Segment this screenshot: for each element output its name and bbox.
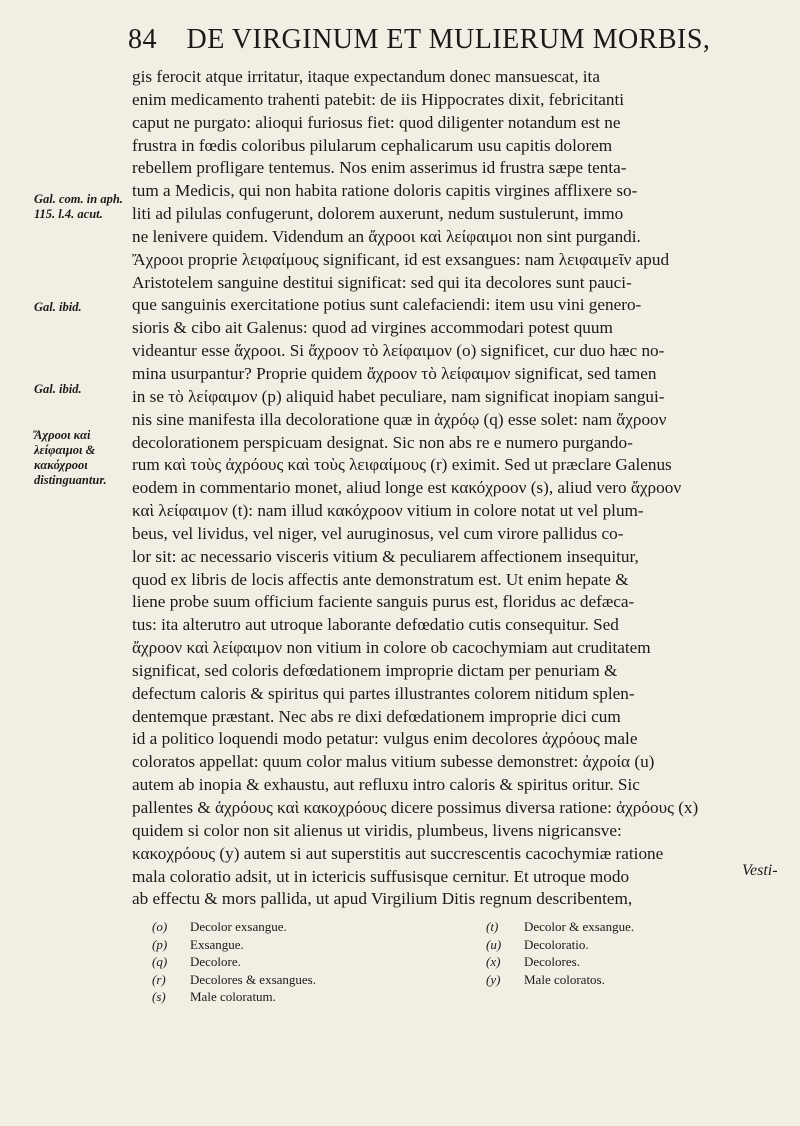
- body-line: que sanguinis exercitatione potius sunt calefaciendi: item usu vini genero-: [132, 295, 642, 315]
- body-line: quidem si color non sit alienus ut viridis, plumbeus, livens nigricansve:: [132, 820, 622, 840]
- footnote-mark: (p): [152, 936, 168, 952]
- body-line: mina usurpantur? Proprie quidem ἄχροον τὸ λείφαιμον significat, sed tamen: [132, 363, 657, 383]
- footnote-text: Exsangue.: [190, 936, 244, 952]
- margin-note-3: Gal. ibid.: [34, 382, 82, 396]
- body-line: pallentes & ἀχρόους καὶ κακοχρόους dicere possimus diversa ratione: ἀχρόους (x): [132, 798, 699, 817]
- footnote-item: [152, 988, 316, 1006]
- body-text: [132, 66, 774, 911]
- footnote-text: Decolores.: [524, 954, 580, 969]
- catchword: Vesti-: [742, 862, 778, 879]
- body-line: lor sit: ac necessario visceris vitium & peculiarem affectionem insequitur,: [132, 546, 639, 566]
- body-line: rum καὶ τοὺς ἀχρόους καὶ τοὺς λειφαίμους (r) eximit. Sed ut præclare Galenus: [132, 455, 672, 475]
- body-line: significat, sed coloris defœdationem improprie dictam per penuriam &: [132, 660, 618, 680]
- margin-note-2: Gal. ibid.: [34, 300, 82, 314]
- body-line: tum a Medicis, qui non habita ratione doloris capitis virgines afflixere so-: [132, 181, 638, 201]
- footnote-text: Decolor exsangue.: [190, 919, 287, 934]
- body-line: Ἄχροοι proprie λειφαίμους significant, id est exsangues: nam λειφαιμεῖν apud: [132, 249, 670, 269]
- footnote-text: Decolore.: [190, 954, 241, 969]
- body-line: frustra in fœdis coloribus pilularum cephalicarum usu capitis dolorem: [132, 135, 613, 155]
- body-line: mala coloratio adsit, ut in ictericis suffusisque cernitur. Et utroque modo: [132, 866, 630, 886]
- body-line: ἄχροον καὶ λείφαιμον non vitium in colore ob cacochymiam aut cruditatem: [132, 638, 651, 658]
- body-line: tus: ita alterutro aut utroque laborante defœdatio cutis consequitur. Sed: [132, 615, 619, 635]
- body-line: καὶ λείφαιμον (t): nam illud κακόχροον vitium in colore notat ut vel plum-: [132, 501, 644, 521]
- footnote-item: [486, 936, 634, 954]
- footnote-mark: (t): [486, 919, 499, 934]
- footnote-item: [152, 936, 316, 954]
- footnote-mark: (u): [486, 936, 502, 952]
- footnote-text: Decoloratio.: [524, 936, 589, 952]
- body-line: coloratos appellat: quum color malus vitium subesse demonstret: ἀχροία (u): [132, 752, 655, 772]
- footnote-mark: (x): [486, 954, 501, 969]
- body-line: enim medicamento trahenti patebit: de iis Hippocrates dixit, febricitanti: [132, 89, 625, 109]
- body-line: id a politico loquendi modo petatur: vulgus enim decolores ἀχρόους male: [132, 729, 638, 749]
- body-line: eodem in commentario monet, aliud longe est κακόχροον (s), aliud vero ἄχροον: [132, 478, 682, 498]
- footnote-item: [152, 953, 316, 971]
- body-line: dentemque præstant. Nec abs re dixi defœdationem improprie dici cum: [132, 706, 621, 726]
- footnote-text: Decolor & exsangue.: [524, 919, 635, 934]
- footnote-item: [152, 971, 316, 989]
- footnote-mark: (o): [152, 919, 168, 934]
- footnote-text: Decolores & exsangues.: [190, 971, 316, 987]
- footnotes-left-column: [152, 918, 316, 1006]
- body-line: videantur esse ἄχροοι. Si ἄχροον τὸ λείφαιμον (o) significet, cur duo hæc no-: [132, 341, 665, 361]
- footnotes-right-column: [486, 918, 634, 988]
- body-line: liti ad pilulas confugerunt, dolorem auxerunt, nedum sustulerunt, immo: [132, 204, 624, 224]
- body-line: caput ne purgato: alioqui furiosus fiet: quod diligenter notandum est ne: [132, 112, 621, 132]
- body-line: quod ex libris de locis affectis ante demonstratum est. Ut enim hepate &: [132, 569, 629, 589]
- body-line: sioris & cibo ait Galenus: quod ad virgines accommodari potest quum: [132, 318, 613, 338]
- footnote-text: Male coloratos.: [524, 971, 605, 987]
- footnote-item: [152, 918, 316, 936]
- footnote-mark: (s): [152, 989, 166, 1004]
- footnote-item: [486, 953, 634, 971]
- body-line: κακοχρόους (y) autem si aut superstitis aut succrescentis cacochymiæ ratione: [132, 843, 664, 863]
- body-line: Aristotelem sanguine destitui significat: sed qui ita decolores sunt pauci-: [132, 272, 632, 292]
- footnote-item: [486, 918, 634, 936]
- body-line: defectum caloris & spiritus qui partes illustrantes colorem nitidum splen-: [132, 683, 635, 703]
- margin-note-1: Gal. com. in aph. 115. l.4. acut.: [34, 192, 123, 221]
- footnote-text: Male coloratum.: [190, 989, 276, 1004]
- body-line: liene probe suum officium faciente sanguis purus est, floridus ac defæca-: [132, 592, 635, 612]
- running-title: DE VIRGINUM ET MULIERUM MORBIS,: [186, 24, 711, 55]
- footnote-mark: (r): [152, 971, 166, 987]
- footnote-mark: (y): [486, 971, 501, 987]
- body-line: gis ferocit atque irritatur, itaque expectandum donec mansuescat, ita: [132, 67, 600, 86]
- footnote-item: [486, 971, 634, 989]
- body-line: rebellem profligare tentemus. Nos enim asserimus id frustra sæpe tenta-: [132, 158, 627, 178]
- body-line: in se τὸ λείφαιμον (p) aliquid habet peculiare, nam significat inopiam sangui-: [132, 386, 665, 406]
- footnote-mark: (q): [152, 954, 168, 969]
- body-line: autem ab inopia & exhaustu, aut refluxu intro caloris & spiritus oritur. Sic: [132, 775, 640, 795]
- body-line: ab effectu & mors pallida, ut apud Virgilium Ditis regnum describentem,: [132, 889, 633, 909]
- body-line: nis sine manifesta illa decoloratione quæ in ἀχρόῳ (q) esse solet: nam ἄχροον: [132, 409, 667, 429]
- body-line: decolorationem perspicuam designat. Sic non abs re e numero purgando-: [132, 432, 633, 452]
- body-line: ne lenivere quidem. Videndum an ἄχροοι καὶ λείφαιμοι non sint purgandi.: [132, 226, 641, 246]
- margin-note-4: Ἄχροοι καὶ λείφαιμοι & κακόχροοι distinguantur.: [34, 428, 107, 487]
- page-number: 84: [128, 24, 157, 55]
- body-line: beus, vel lividus, vel niger, vel auruginosus, vel cum virore pallidus co-: [132, 523, 624, 543]
- page-header: [128, 24, 728, 56]
